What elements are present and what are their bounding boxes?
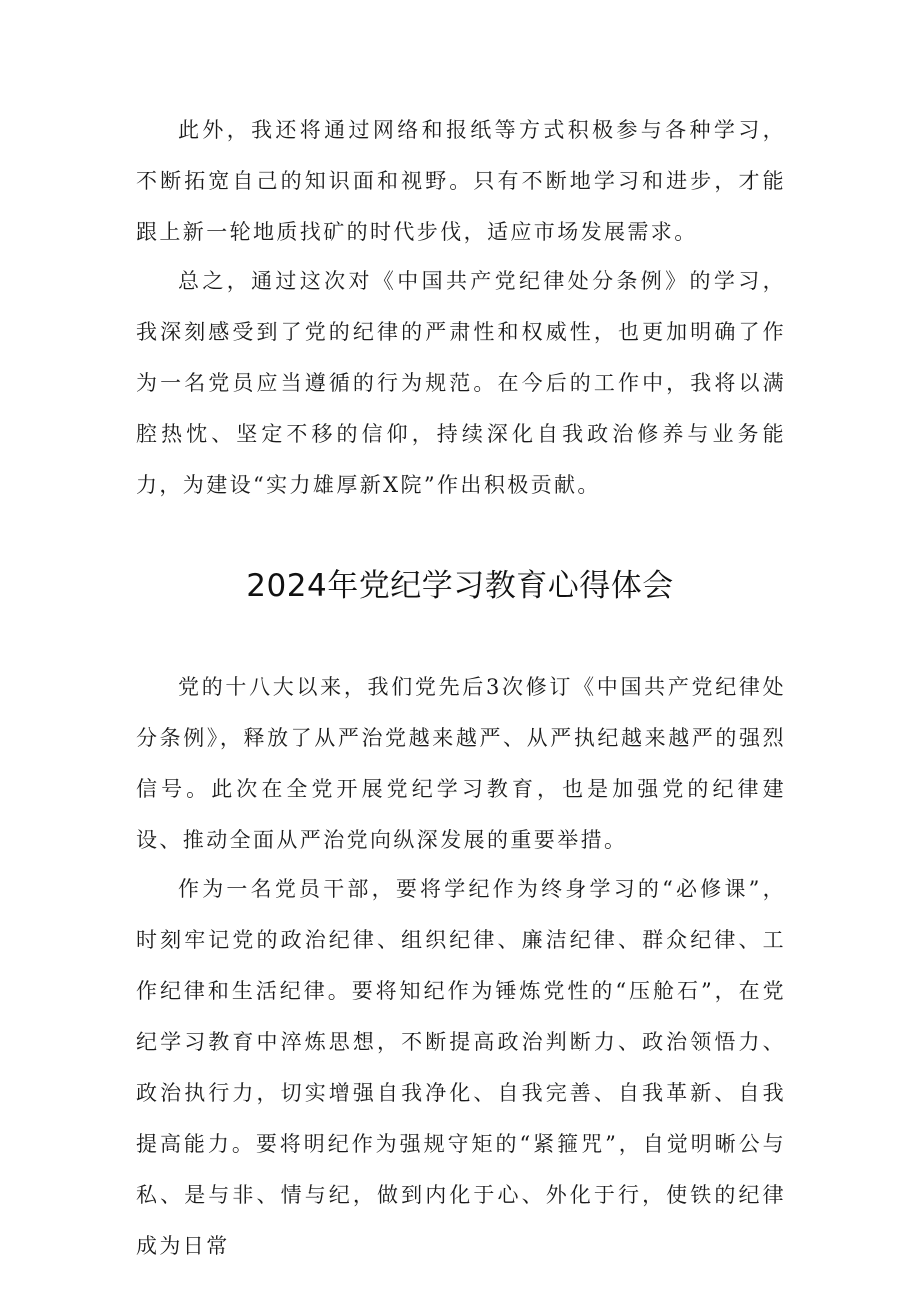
body-paragraph: 作为一名党员干部，要将学纪作为终身学习的“必修课”，时刻牢记党的政治纪律、组织纪律、廉洁纪律、群众纪律、工作纪律和生活纪律。要将知纪作为锤炼党性的“压舱石”，在党纪学习教育中淬炼思想，不断提高政治判断力、政治领悟力、政治执行力，切实增强自我净化、自我完善、自我革新、自我提高能力。要将明纪作为强规守矩的“紧箍咒”，自觉明晰公与私、是与非、情与纪，做到内化于心、外化于行，使铁的纪律成为日常 xyxy=(136,877,786,1258)
body-paragraph: 此外，我还将通过网络和报纸等方式积极参与各种学习，不断拓宽自己的知识面和视野。只有不断地学习和进步，才能跟上新一轮地质找矿的时代步伐，适应市场发展需求。 xyxy=(136,118,786,244)
body-paragraph: 总之，通过这次对《中国共产党纪律处分条例》的学习，我深刻感受到了党的纪律的严肃性和权威性，也更加明确了作为一名党员应当遵循的行为规范。在今后的工作中，我将以满腔热忱、坚定不移的信仰，持续深化自我政治修养与业务能力，为建设“实力雄厚新X院”作出积极贡献。 xyxy=(136,269,786,497)
body-paragraph: 党的十八大以来，我们党先后3次修订《中国共产党纪律处分条例》，释放了从严治党越来越严、从严执纪越来越严的强烈信号。此次在全党开展党纪学习教育，也是加强党的纪律建设、推动全面从严治党向纵深发展的重要举措。 xyxy=(136,675,786,852)
document-title: 2024年党纪学习教育心得体会 xyxy=(246,568,674,604)
